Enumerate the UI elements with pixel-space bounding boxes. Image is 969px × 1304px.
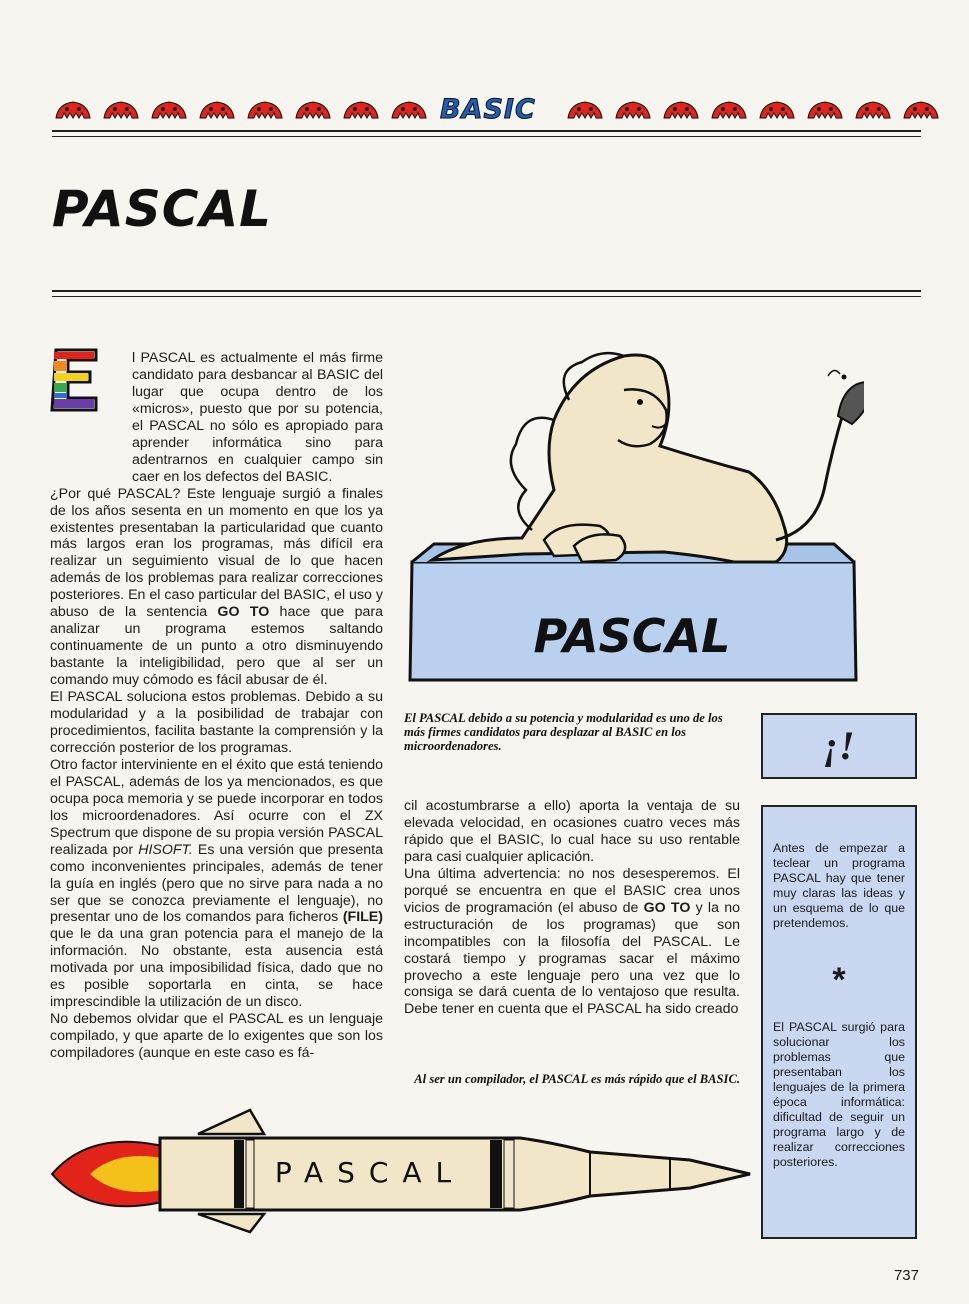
- invader-icon: [852, 96, 894, 122]
- invader-icon: [388, 96, 430, 122]
- paragraph-text: Una última advertencia: no nos desesperemos. El porqué se encuentra en que el BASIC crea unos vicios de programación (el abuso de: [404, 865, 740, 916]
- paragraph-text: ¿Por qué PASCAL? Este lenguaje surgió a finales de los años sesenta en un momento en que los ya existentes presentaban la particularidad que cuanto más largos eran los programas, más difícil era realizar un seguimiento visual de lo que hacen además de los problemas para realizar correcciones posteriores. En el caso particular del BASIC, el uso y abuso de la sentencia: [50, 485, 383, 621]
- section-tag-basic: BASIC: [440, 94, 536, 125]
- invader-icon: [100, 96, 142, 122]
- header-rule-bottom: [52, 136, 921, 137]
- rocket-illustration: [50, 1108, 754, 1234]
- sidebar-heading: ¡!: [761, 713, 917, 779]
- paragraph-warning: [404, 866, 740, 1019]
- sidebar-box: [761, 805, 917, 1239]
- invader-icon: [564, 96, 606, 122]
- invader-icon: [660, 96, 702, 122]
- sidebar-tip-1: Antes de empezar a teclear un programa PASCAL hay que tener muy claras las ideas y un esquema de lo que pretendemos.: [773, 841, 905, 930]
- page-number: 737: [893, 1267, 919, 1284]
- paragraph-text: Otro factor interviniente en el éxito que está teniendo el PASCAL, además de los ya mencionados, es que ocupa poca memoria y se puede incorporar en todos los microordenadores. Así ocurre con el ZX Spectrum que dispone de su propia versión PASCAL realizada por: [50, 756, 383, 858]
- invader-row-left: [52, 96, 430, 126]
- invader-icon: [196, 96, 238, 122]
- body-column-1: [50, 350, 383, 1062]
- dropcap-letter: E: [74, 398, 75, 399]
- keyword-goto: GO TO: [643, 899, 691, 916]
- paragraph-text: que le da una gran potencia para el manejo de la información. No obstante, esta ausencia está motivada por una imposibilidad física, dado que no es posible soportarla en cinta, se hace imprescindible la utilización de un disco.: [50, 926, 383, 1011]
- pedestal-label: PASCAL: [533, 609, 731, 663]
- body-column-2: [404, 798, 740, 1018]
- paragraph-compiled: No debemos olvidar que el PASCAL es un lenguaje compilado, y que aparte de lo exigentes que son los compiladores (aunque en este caso es fá-: [50, 1011, 383, 1062]
- keyword-file: (FILE): [342, 909, 383, 926]
- invader-icon: [708, 96, 750, 122]
- invader-icon: [804, 96, 846, 122]
- paragraph-why-pascal: [50, 486, 383, 689]
- brand-hisoft: HISOFT.: [138, 841, 193, 858]
- rocket-caption: Al ser un compilador, el PASCAL es más rápido que el BASIC.: [414, 1072, 740, 1086]
- sidebar-tip-2: El PASCAL surgió para solucionar los problemas que presentaban los lenguajes de la primera época informática: dificultad de seguir un programa largo y de realizar correcciones posteriores.: [773, 1020, 905, 1169]
- header-rule-top: [52, 130, 921, 132]
- paragraph-text: y la no estructuración de los programas) que son incompatibles con la filosofía del PASCAL. Le costará tiempo y programas sacar el máximo provecho a este lenguaje pero una vez que lo consiga se dará cuenta de lo ventajoso que resulta. Debe tener en cuenta que el PASCAL ha sido creado: [404, 899, 740, 1018]
- paragraph-intro: l PASCAL es actualmente el más firme candidato para desbancar al BASIC del lugar que ocupa dentro de los «micros», puesto que por su potencia, el PASCAL no sólo es apropiado para aprender informática sino para adentrarnos en cualquier campo sin caer en los defectos del BASIC.: [132, 350, 383, 485]
- invader-icon: [292, 96, 334, 122]
- asterisk-separator: *: [832, 961, 846, 999]
- invader-icon: [756, 96, 798, 122]
- title-rule-top: [52, 290, 921, 292]
- invader-icon: [340, 96, 382, 122]
- title-rule-bottom: [52, 296, 921, 297]
- rocket-label: PASCAL: [274, 1156, 466, 1189]
- lion-illustration: [404, 340, 864, 688]
- paragraph-text: hace que para analizar un programa estemos saltando continuamente de un punto a otro disminuyendo bastante la inteligibilidad, pero que al ser un comando muy cómodo es fácil abusar de él.: [50, 604, 383, 689]
- paragraph-text: Es una versión que presenta como inconvenientes principales, además de tener la guía en inglés (pero que no sirve para nada a no ser que se conozca previamente el lenguaje), no presentar uno de los comandos para ficheros: [50, 841, 383, 926]
- invader-row-right: [564, 96, 942, 126]
- invader-icon: [244, 96, 286, 122]
- keyword-goto: GO TO: [217, 604, 270, 621]
- invader-icon: [900, 96, 942, 122]
- paragraph-solution: El PASCAL soluciona estos problemas. Debido a su modularidad y a la posibilidad de trabajar con procedimientos, facilita bastante la comprensión y la corrección posterior de los programas.: [50, 689, 383, 756]
- paragraph-success: [50, 757, 383, 1011]
- lion-caption: El PASCAL debido a su potencia y modularidad es uno de los más firmes candidatos para desplazar al BASIC en los microordenadores.: [404, 711, 723, 753]
- page-title: PASCAL: [52, 180, 273, 238]
- paragraph-speed: cil acostumbrarse a ello) aporta la ventaja de su elevada velocidad, en ocasiones cuatro veces más rápido que el BASIC, lo cual hace su uso rentable para casi cualquier aplicación.: [404, 798, 740, 865]
- invader-icon: [52, 96, 94, 122]
- invader-icon: [612, 96, 654, 122]
- invader-icon: [148, 96, 190, 122]
